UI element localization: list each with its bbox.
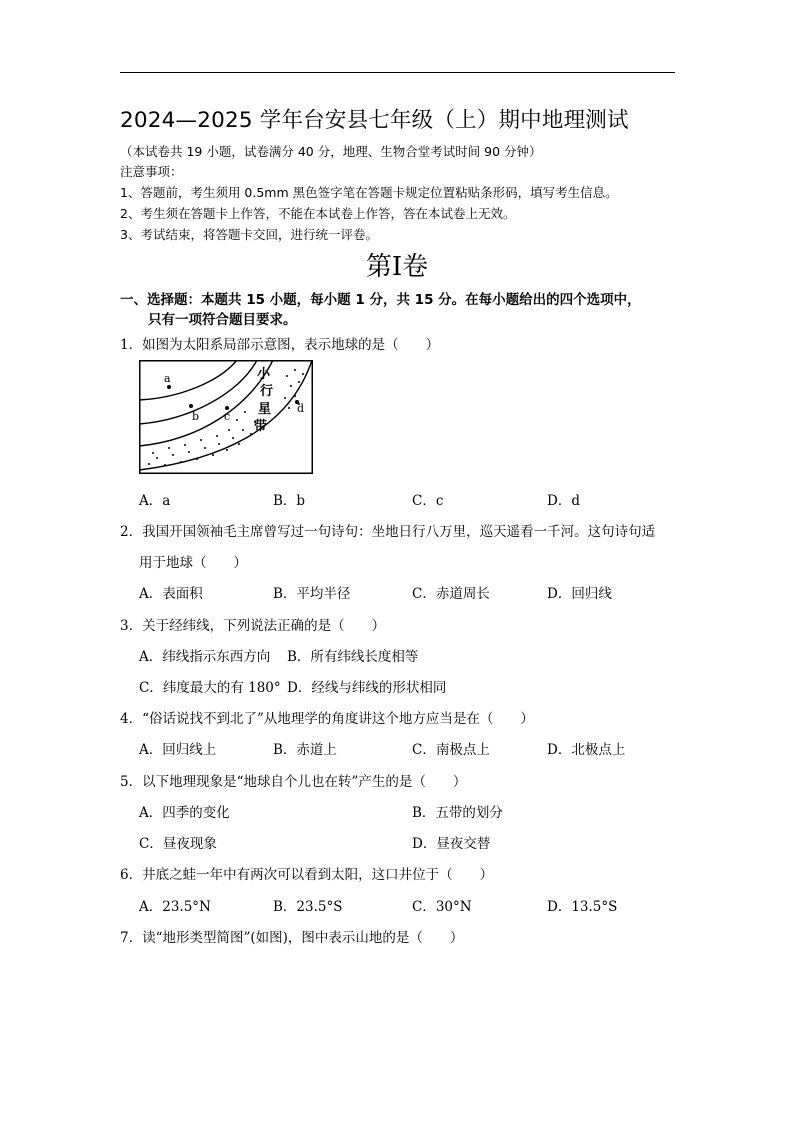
- q1-option-a: A．a: [139, 493, 171, 509]
- label-c: c: [224, 410, 231, 423]
- q3-option-c: C．纬度最大的有 180°: [139, 680, 281, 696]
- question-2-stem: 2．我国开国领袖毛主席曾写过一句诗句：坐地日行八万里，巡天遥看一千河。这句诗句适: [120, 524, 656, 540]
- q3-option-b: B．所有纬线长度相等: [287, 649, 419, 665]
- orbit-3: [139, 360, 273, 446]
- volume-heading: 第I卷: [365, 252, 429, 282]
- notice-heading: 注意事项：: [120, 164, 183, 179]
- q6-option-b: B．23.5°S: [273, 899, 343, 915]
- belt-char-2: 行: [260, 384, 274, 399]
- q4-option-d: D．北极点上: [547, 742, 626, 758]
- question-1-stem: 1．如图为太阳系局部示意图，表示地球的是（ ）: [120, 337, 440, 353]
- q1-option-c: C．c: [412, 493, 444, 509]
- question-3-stem: 3．关于经纬线，下列说法正确的是（ ）: [120, 618, 386, 634]
- belt-char-4: 带: [254, 419, 268, 434]
- q1-option-d: D．d: [547, 493, 580, 509]
- notice-1: 1、答题前，考生须用 0.5mm 黑色签字笔在答题卡规定位置粘贴条形码，填写考生信息。: [120, 185, 618, 200]
- planet-b: [189, 404, 193, 408]
- q6-option-d: D．13.5°S: [547, 899, 618, 915]
- q6-option-c: C．30°N: [412, 899, 472, 915]
- notice-2: 2、考生须在答题卡上作答，不能在本试卷上作答，答在本试卷上无效。: [120, 206, 516, 221]
- notice-3: 3、考试结束，将答题卡交回，进行统一评卷。: [120, 227, 378, 242]
- header-rule: [120, 72, 675, 73]
- belt-char-1: 小: [257, 367, 271, 382]
- question-6-stem: 6．井底之蛙一年中有两次可以看到太阳，这口井位于（ ）: [120, 867, 494, 883]
- belt-char-3: 星: [258, 402, 272, 417]
- label-a: a: [164, 372, 171, 385]
- q6-option-a: A．23.5°N: [139, 899, 211, 915]
- q4-option-c: C．南极点上: [412, 742, 490, 758]
- section-instruction-line1: 一、选择题：本题共 15 小题，每小题 1 分，共 15 分。在每小题给出的四个选项中，: [120, 292, 641, 308]
- label-b: b: [192, 410, 200, 423]
- q5-option-a: A．四季的变化: [139, 805, 230, 821]
- q2-option-b: B．平均半径: [273, 586, 351, 602]
- q2-option-a: A．表面积: [139, 586, 203, 602]
- orbit-1: [139, 360, 237, 400]
- q2-option-d: D．回归线: [547, 586, 612, 602]
- question-4-stem: 4．“俗话说找不到北了”从地理学的角度讲这个地方应当是在（ ）: [120, 711, 534, 727]
- q5-option-b: B．五带的划分: [412, 805, 503, 821]
- q5-option-d: D．昼夜交替: [412, 836, 491, 852]
- solar-system-figure: [139, 360, 313, 474]
- q4-option-a: A．回归线上: [139, 742, 217, 758]
- label-d: d: [297, 402, 305, 415]
- planet-a: [167, 385, 171, 389]
- page-title: 2024—2025 学年台安县七年级（上）期中地理测试: [120, 108, 629, 133]
- question-7-stem: 7．读“地形类型简图”(如图)，图中表示山地的是（ ）: [120, 930, 464, 946]
- question-2-stem-cont: 用于地球（ ）: [139, 555, 247, 571]
- q3-option-a: A．纬线指示东西方向: [139, 649, 271, 665]
- question-5-stem: 5．以下地理现象是“地球自个儿也在转”产生的是（ ）: [120, 774, 467, 790]
- q1-option-b: B．b: [273, 493, 306, 509]
- q5-option-c: C．昼夜现象: [139, 836, 217, 852]
- q2-option-c: C．赤道周长: [412, 586, 490, 602]
- q4-option-b: B．赤道上: [273, 742, 337, 758]
- section-instruction-line2: 只有一项符合题目要求。: [148, 312, 297, 328]
- q3-option-d: D．经线与纬线的形状相同: [287, 680, 447, 696]
- exam-info: （本试卷共 19 小题，试卷满分 40 分，地理、生物合堂考试时间 90 分钟）: [120, 144, 542, 159]
